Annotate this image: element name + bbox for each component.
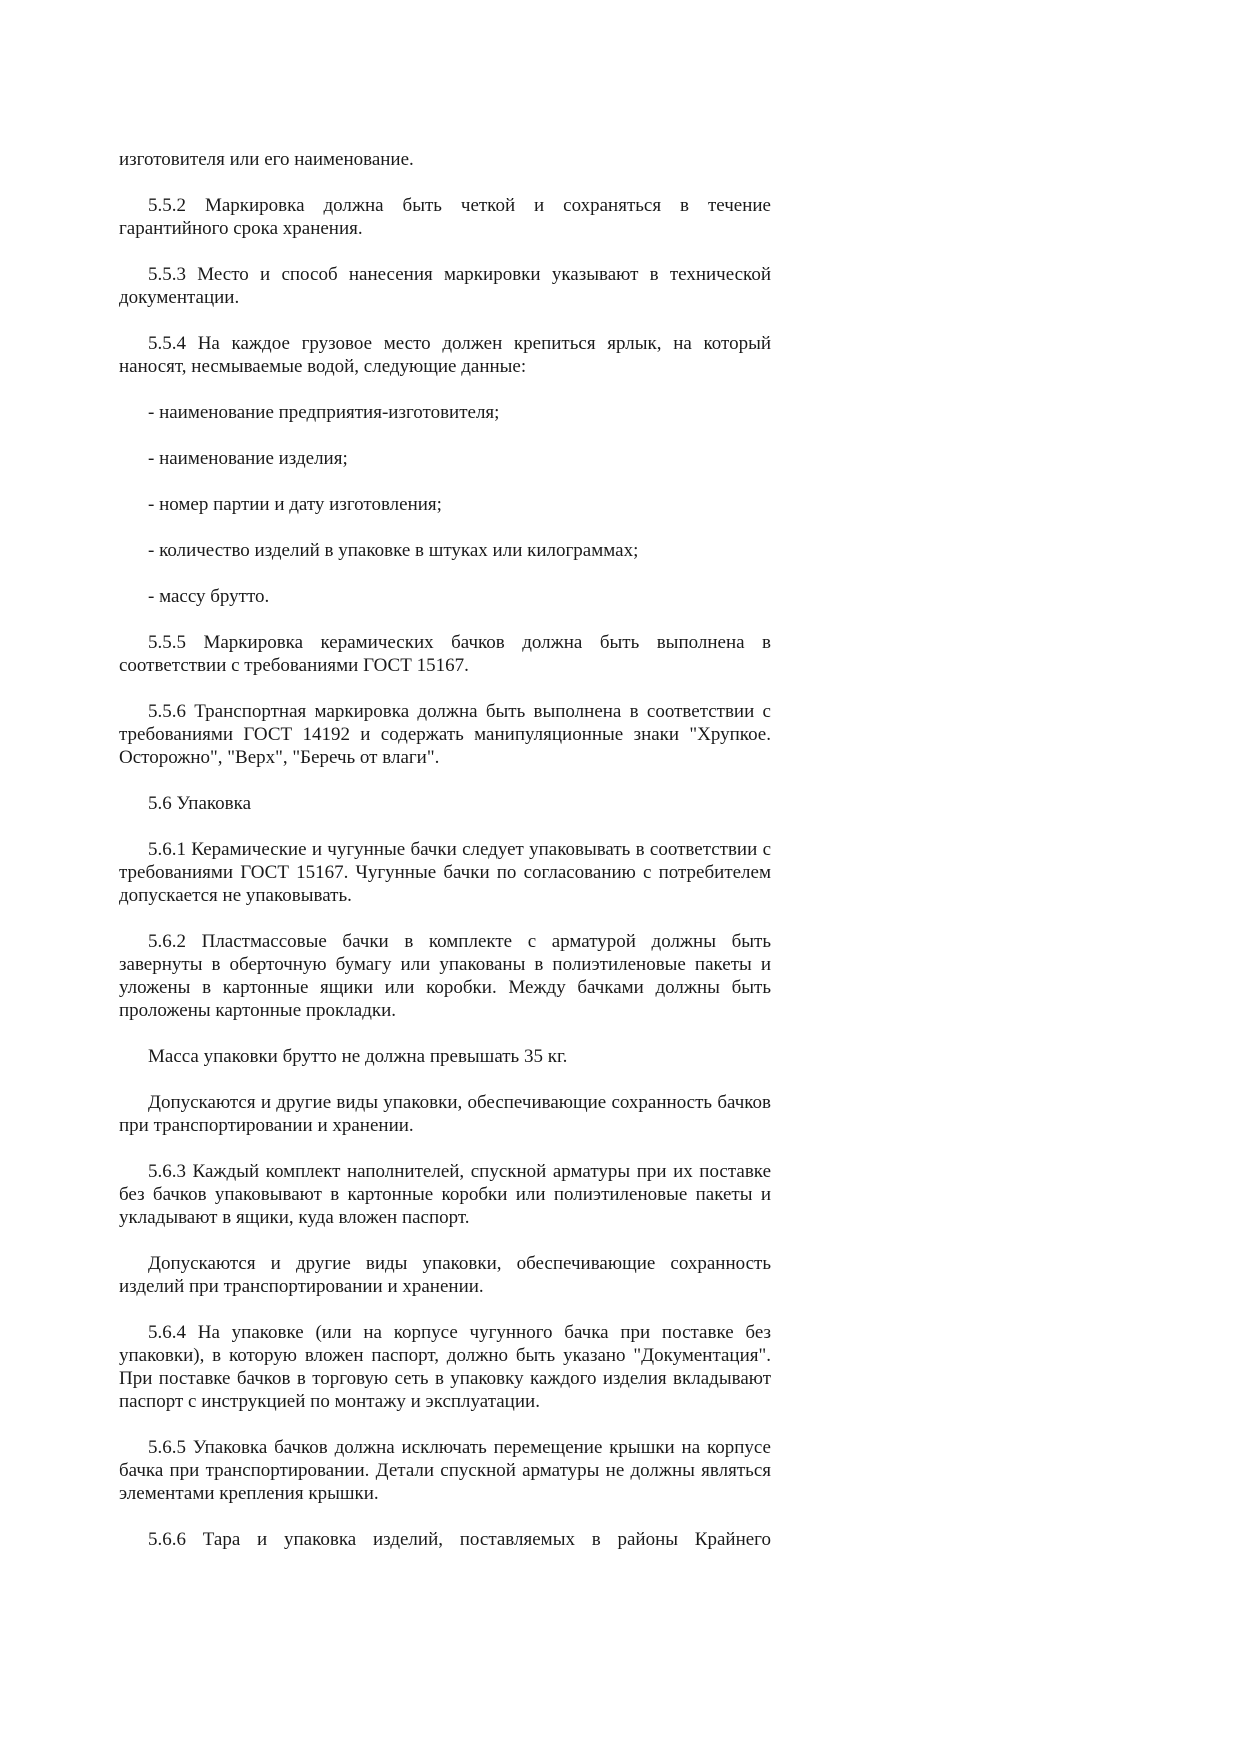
list-item: - номер партии и дату изготовления; (148, 494, 442, 515)
section-heading-5-6: 5.6 Упаковка (148, 793, 251, 814)
clause-5-5-2: 5.5.2 Маркировка должна быть четкой и сохраняться в течение гарантийного срока хранения. (119, 195, 771, 239)
clause-5-6-1: 5.6.1 Керамические и чугунные бачки следует упаковывать в соответствии с требованиями ГОСТ 15167. Чугунные бачки по согласованию с потребителем допускается не упаковывать. (119, 839, 771, 906)
paragraph-other-packaging: Допускаются и другие виды упаковки, обеспечивающие сохранность изделий при транспортировании и хранении. (119, 1253, 771, 1297)
clause-5-6-2: 5.6.2 Пластмассовые бачки в комплекте с арматурой должны быть завернуты в оберточную бумагу или упакованы в полиэтиленовые пакеты и уложены в картонные ящики или коробки. Между бачками должны быть проложены картонные прокладки. (119, 931, 771, 1021)
list-item: - наименование предприятия-изготовителя; (148, 402, 500, 423)
clause-5-5-3: 5.5.3 Место и способ нанесения маркировки указывают в технической документации. (119, 264, 771, 308)
paragraph-mass-limit: Масса упаковки брутто не должна превышать 35 кг. (148, 1046, 568, 1067)
clause-5-6-3: 5.6.3 Каждый комплект наполнителей, спускной арматуры при их поставке без бачков упаковывают в картонные коробки или полиэтиленовые пакеты и укладывают в ящики, куда вложен паспорт. (119, 1161, 771, 1228)
clause-5-5-4: 5.5.4 На каждое грузовое место должен крепиться ярлык, на который наносят, несмываемые водой, следующие данные: (119, 333, 771, 377)
paragraph-other-packaging: Допускаются и другие виды упаковки, обеспечивающие сохранность бачков при транспортировании и хранении. (119, 1092, 771, 1136)
list-item: - массу брутто. (148, 586, 270, 607)
paragraph-continuation: изготовителя или его наименование. (119, 149, 414, 170)
clause-5-5-5: 5.5.5 Маркировка керамических бачков должна быть выполнена в соответствии с требованиями ГОСТ 15167. (119, 632, 771, 676)
clause-5-6-6: 5.6.6 Тара и упаковка изделий, поставляемых в районы Крайнего (148, 1529, 771, 1550)
clause-5-6-5: 5.6.5 Упаковка бачков должна исключать перемещение крышки на корпусе бачка при транспортировании. Детали спускной арматуры не должны являться элементами крепления крышки. (119, 1437, 771, 1504)
list-item: - наименование изделия; (148, 448, 348, 469)
clause-5-5-6: 5.5.6 Транспортная маркировка должна быть выполнена в соответствии с требованиями ГОСТ 14192 и содержать манипуляционные знаки "Хрупкое. Осторожно", "Верх", "Беречь от влаги". (119, 701, 771, 768)
document-page (119, 148, 771, 1574)
clause-5-6-4: 5.6.4 На упаковке (или на корпусе чугунного бачка при поставке без упаковки), в которую вложен паспорт, должно быть указано "Документация". При поставке бачков в торговую сеть в упаковку каждого изделия вкладывают паспорт с инструкцией по монтажу и эксплуатации. (119, 1322, 771, 1412)
list-item: - количество изделий в упаковке в штуках или килограммах; (148, 540, 639, 561)
